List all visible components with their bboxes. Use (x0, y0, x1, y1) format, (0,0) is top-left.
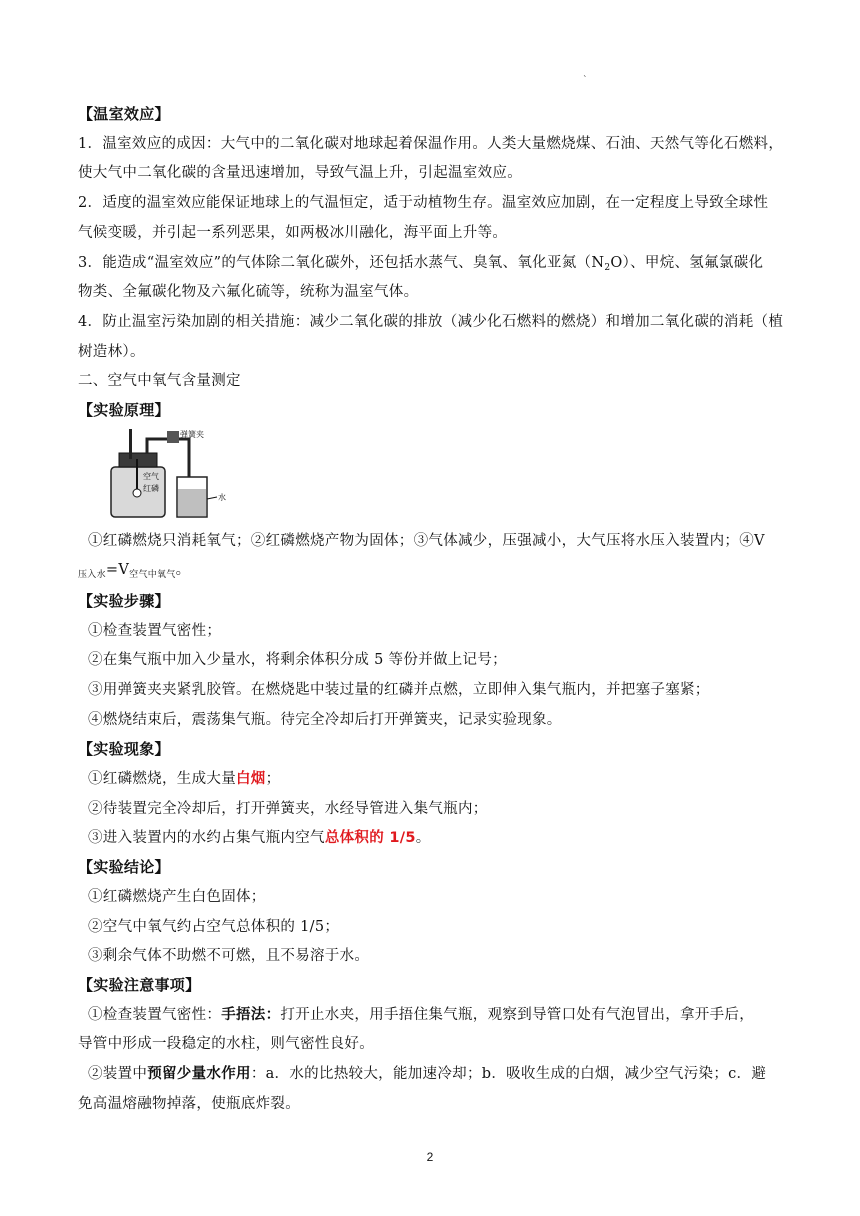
phenomena-item-1: ①红磷燃烧，生成大量白烟； (88, 771, 281, 787)
hand-method-label: 手捂法： (221, 1007, 281, 1023)
greenhouse-heading: 【温室效应】 (78, 105, 170, 123)
step-item: ③用弹簧夹夹紧乳胶管。在燃烧匙中装过量的红磷并点燃，立即伸入集气瓶内，并把塞子塞紧； (88, 682, 710, 698)
notes-item-1-line2: 导管中形成一段稳定的水柱，则气密性良好。 (78, 1036, 374, 1052)
conclusion-item: ③剩余气体不助燃不可燃，且不易溶于水。 (88, 948, 370, 964)
label-air: 空气 (143, 472, 159, 481)
greenhouse-p3-line2: 物类、全氟碳化物及六氟化硫等，统称为温室气体。 (78, 284, 419, 300)
conclusion-item: ①红磷燃烧产生白色固体； (88, 889, 266, 905)
greenhouse-p4-line2: 树造林）。 (78, 344, 145, 360)
apparatus-diagram (107, 427, 229, 519)
principle-heading: 【实验原理】 (78, 401, 170, 419)
notes-item-1-line1: ①检查装置气密性：手捂法：打开止水夹，用手捂住集气瓶，观察到导管口处有气泡冒出，拿开手后， (88, 1007, 755, 1023)
phenomena-item-2: ②待装置完全冷却后，打开弹簧夹，水经导管进入集气瓶内； (88, 801, 488, 817)
section2-title: 二、空气中氧气含量测定 (78, 373, 241, 389)
principle-line2: $_{压入水}=V_{空气中氧气}$。 (78, 562, 191, 580)
n2o-subscript: 2 (604, 263, 611, 273)
step-item: ④燃烧结束后，震荡集气瓶。待完全冷却后打开弹簧夹，记录实验现象。 (88, 712, 562, 728)
label-phosphorus: 红磷 (143, 484, 159, 493)
conclusion-heading: 【实验结论】 (78, 858, 170, 876)
notes-item-2-line2: 免高温熔融物掉落，使瓶底炸裂。 (78, 1096, 300, 1112)
greenhouse-p2-line2: 气候变暖，并引起一系列恶果，如两极冰川融化，海平面上升等。 (78, 225, 508, 241)
notes-heading: 【实验注意事项】 (78, 976, 201, 994)
phenomena-item-3: ③进入装置内的水约占集气瓶内空气总体积的 1/5。 (88, 830, 431, 846)
notes-item-2-line1: ②装置中预留少量水作用：a．水的比热较大，能加速冷却；b．吸收生成的白烟，减少空气污染；c．避 (88, 1066, 767, 1082)
phenomena-heading: 【实验现象】 (78, 740, 170, 758)
greenhouse-p1-line2: 使大气中二氧化碳的含量迅速增加，导致气温上升，引起温室效应。 (78, 165, 522, 181)
reserved-water-label: 预留少量水作用 (147, 1066, 251, 1082)
step-item: ②在集气瓶中加入少量水，将剩余体积分成 5 等份并做上记号； (88, 652, 507, 668)
step-item: ①检查装置气密性； (88, 623, 222, 639)
highlight-white-smoke: 白烟 (236, 771, 266, 787)
highlight-one-fifth: 总体积的 1/5 (324, 830, 416, 846)
label-water: 水 (218, 493, 226, 502)
greenhouse-p1-line1: 1．温室效应的成因：大气中的二氧化碳对地球起着保温作用。人类大量燃烧煤、石油、天然气等化石燃料， (78, 136, 784, 152)
steps-heading: 【实验步骤】 (78, 592, 170, 610)
greenhouse-p3-line1: 3．能造成“温室效应”的气体除二氧化碳外，还包括水蒸气、臭氧、氧化亚氮$(N_2O)$、甲烷、氢氟氯碳化 (78, 255, 764, 273)
principle-line1: ①红磷燃烧只消耗氧气；②红磷燃烧产物为固体；③气体减少，压强减小，大气压将水压入装置内；④V (88, 533, 765, 549)
page-number: 2 (426, 1150, 434, 1164)
label-clamp: 弹簧夹 (180, 430, 204, 439)
greenhouse-p4-line1: 4．防止温室污染加剧的相关措施：减少二氧化碳的排放（减少化石燃料的燃烧）和增加二氧化碳的消耗（植 (78, 314, 784, 330)
conclusion-item: ②空气中氧气约占空气总体积的 1/5； (88, 919, 340, 935)
greenhouse-p2-line1: 2．适度的温室效应能保证地球上的气温恒定，适于动植物生存。温室效应加剧，在一定程度上导致全球性 (78, 195, 769, 211)
header-mark: ` (583, 76, 588, 86)
